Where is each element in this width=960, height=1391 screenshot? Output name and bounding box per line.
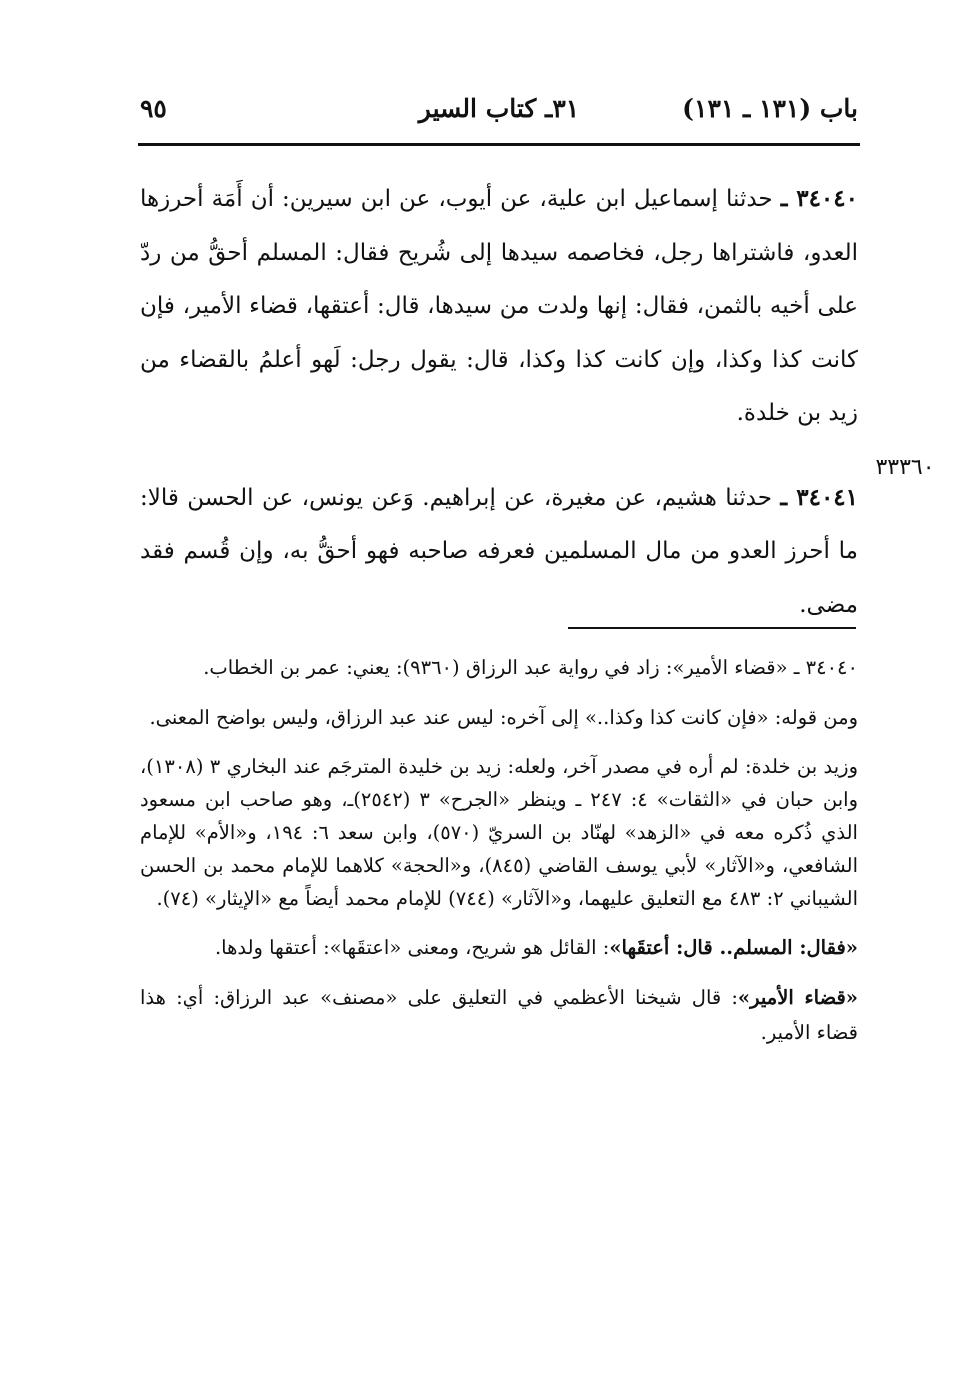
hadith-text: حدثنا هشيم، عن مغيرة، عن إبراهيم. وَعن يونس، عن الحسن قالا: ما أحرز العدو من مال المسلمين فعرفه صاحبه فهو أحقُّ به، وإن قُسم فقد مضى. — [140, 484, 858, 618]
hadith-text: حدثنا إسماعيل ابن علية، عن أيوب، عن ابن سيرين: أن أَمَة أحرزها العدو، فاشتراها رجل، فخاصمه سيدها إلى شُريح فقال: المسلم أحقُّ من ردّ على أخيه بالثمن، فقال: إنها ولدت من سيدها، قال: أعتقها، قضاء الأمير، فإن كانت كذا وكذا، وإن كانت كذا وكذا، قال: يقول رجل: لَهو أعلمُ بالقضاء من زيد بن خلدة. — [140, 186, 858, 426]
header-rule — [138, 143, 860, 146]
hadith-paragraph — [140, 471, 858, 633]
hadith-number: ٣٤٠٤٠ ـ — [780, 185, 858, 212]
footnote-lemma: «قضاء الأمير» — [737, 986, 858, 1009]
book-title: ٣١ـ كتاب السير — [418, 94, 580, 123]
footnote-lemma: «فقال: المسلم.. قال: أعتقَها» — [609, 936, 858, 959]
footnote: وزيد بن خلدة: لم أره في مصدر آخر، ولعله: زيد بن خليدة المترجَم عند البخاري ٣ (١٣٠٨)، وابن حبان في «الثقات» ٤: ٢٤٧ ـ وينظر «الجرح» ٣ (٢٥٤٢)ـ، وهو صاحب ابن مسعود الذي ذُكره معه في «الزهد» لهنّاد بن السريّ (٥٧٠)، وابن سعد ٦: ١٩٤، و«الأم» للإمام الشافعي، و«الآثار» لأبي يوسف القاضي (٨٤٥)، و«الحجة» كلاهما للإمام محمد بن الحسن الشيباني ٢: ٤٨٣ مع التعليق عليهما، و«الآثار» (٧٤٤) للإمام محمد أيضاً مع «الإيثار» (٧٤). — [140, 755, 859, 910]
footnote-text: : القائل هو شريح، ومعنى «اعتقَها»: أعتقها ولدها. — [214, 936, 610, 959]
footnote: ٣٤٠٤٠ ـ «قضاء الأمير»: زاد في رواية عبد الرزاق (٩٣٦٠): يعني: عمر بن الخطاب. — [203, 656, 858, 679]
main-text — [140, 172, 858, 662]
footnote-separator — [568, 627, 856, 629]
footnote: ومن قوله: «فإن كانت كذا وكذا..» إلى آخره: ليس عند عبد الرزاق، وليس بواضح المعنى. — [149, 706, 858, 729]
page-number: ٩٥ — [140, 94, 167, 123]
footnotes — [140, 650, 858, 1065]
margin-reference: ٣٣٣٦٠ — [875, 455, 935, 480]
footnote — [140, 930, 858, 965]
footnote — [140, 980, 858, 1050]
hadith-number: ٣٤٠٤١ ـ — [780, 483, 859, 511]
hadith-paragraph — [140, 172, 858, 441]
footnote-text: : قال شيخنا الأعظمي في التعليق على «مصنف» عبد الرزاق: أي: هذا قضاء الأمير. — [140, 986, 858, 1044]
chapter-range: باب (١٣١ ـ ١٣١) — [682, 94, 858, 123]
running-header — [140, 92, 858, 138]
